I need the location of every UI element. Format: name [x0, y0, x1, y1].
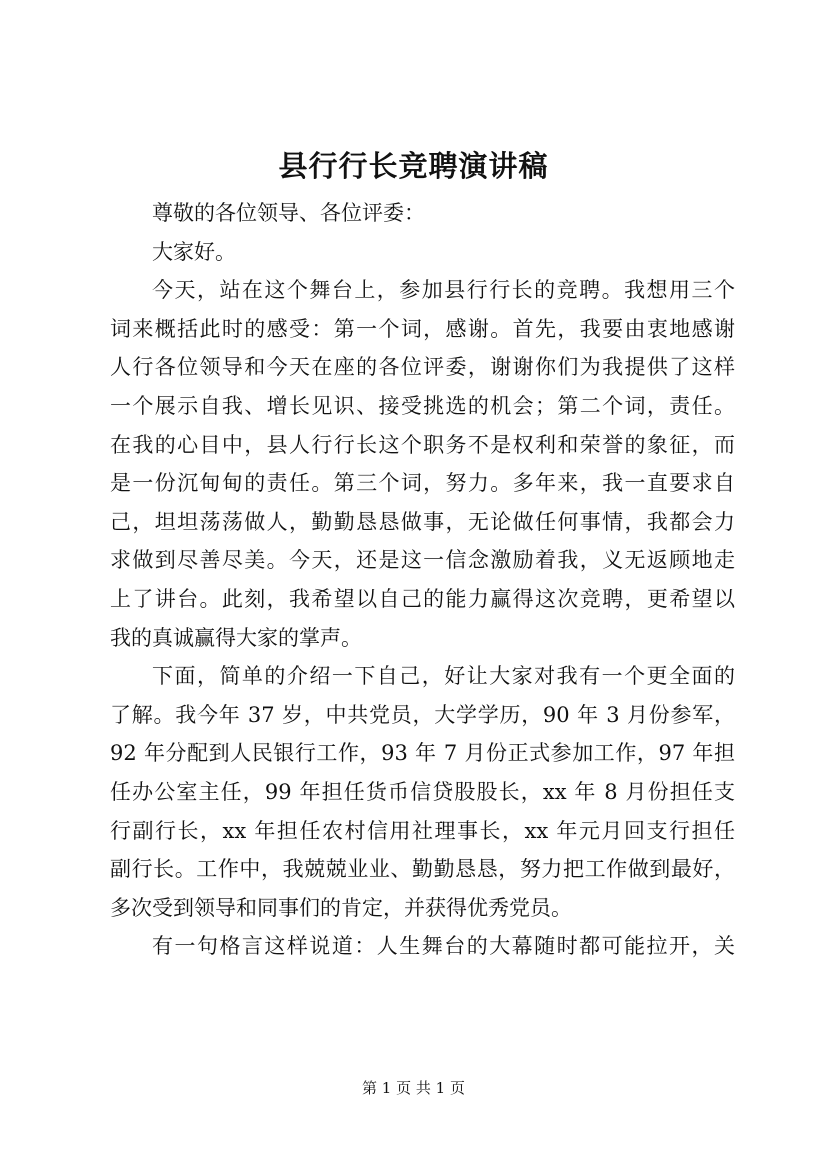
document-title: 县行行长竞聘演讲稿	[278, 149, 549, 183]
body-line: 一个展示自我、增长见识、接受挑选的机会；第二个词，责任。	[110, 393, 735, 418]
document-body	[110, 194, 735, 966]
body-line: 上了讲台。此刻，我希望以自己的能力赢得这次竞聘，更希望以	[110, 586, 735, 611]
body-line: 词来概括此时的感受：第一个词，感谢。首先，我要由衷地感谢	[110, 316, 735, 341]
body-line: 在我的心目中，县人行行长这个职务不是权利和荣誉的象征，而	[110, 432, 735, 457]
body-line: 92 年分配到人民银行工作，93 年 7 月份正式参加工作，97 年担	[110, 741, 735, 766]
body-line: 大家好。	[152, 239, 236, 264]
body-line: 任办公室主任，99 年担任货币信贷股股长，xx 年 8 月份担任支	[110, 779, 735, 804]
body-line: 我的真诚赢得大家的掌声。	[110, 625, 362, 650]
body-line: 求做到尽善尽美。今天，还是这一信念激励着我，义无返顾地走	[110, 548, 735, 573]
body-line: 有一句格言这样说道：人生舞台的大幕随时都可能拉开，关	[152, 934, 735, 959]
body-line: 副行长。工作中，我兢兢业业、勤勤恳恳，努力把工作做到最好，	[110, 857, 735, 882]
body-line: 下面，简单的介绍一下自己，好让大家对我有一个更全面的	[152, 664, 735, 689]
page-footer: 第 1 页 共 1 页	[362, 1079, 465, 1097]
body-line: 行副行长，xx 年担任农村信用社理事长，xx 年元月回支行担任	[110, 818, 735, 843]
body-line: 今天，站在这个舞台上，参加县行行长的竞聘。我想用三个	[152, 278, 735, 303]
body-line: 己，坦坦荡荡做人，勤勤恳恳做事，无论做任何事情，我都会力	[110, 509, 735, 534]
body-line: 了解。我今年 37 岁，中共党员，大学学历，90 年 3 月份参军，	[110, 702, 735, 727]
body-line: 尊敬的各位领导、各位评委：	[152, 201, 425, 225]
body-line: 多次受到领导和同事们的肯定，并获得优秀党员。	[110, 895, 572, 920]
body-line: 人行各位领导和今天在座的各位评委，谢谢你们为我提供了这样	[110, 355, 735, 380]
body-line: 是一份沉甸甸的责任。第三个词，努力。多年来，我一直要求自	[110, 471, 735, 496]
